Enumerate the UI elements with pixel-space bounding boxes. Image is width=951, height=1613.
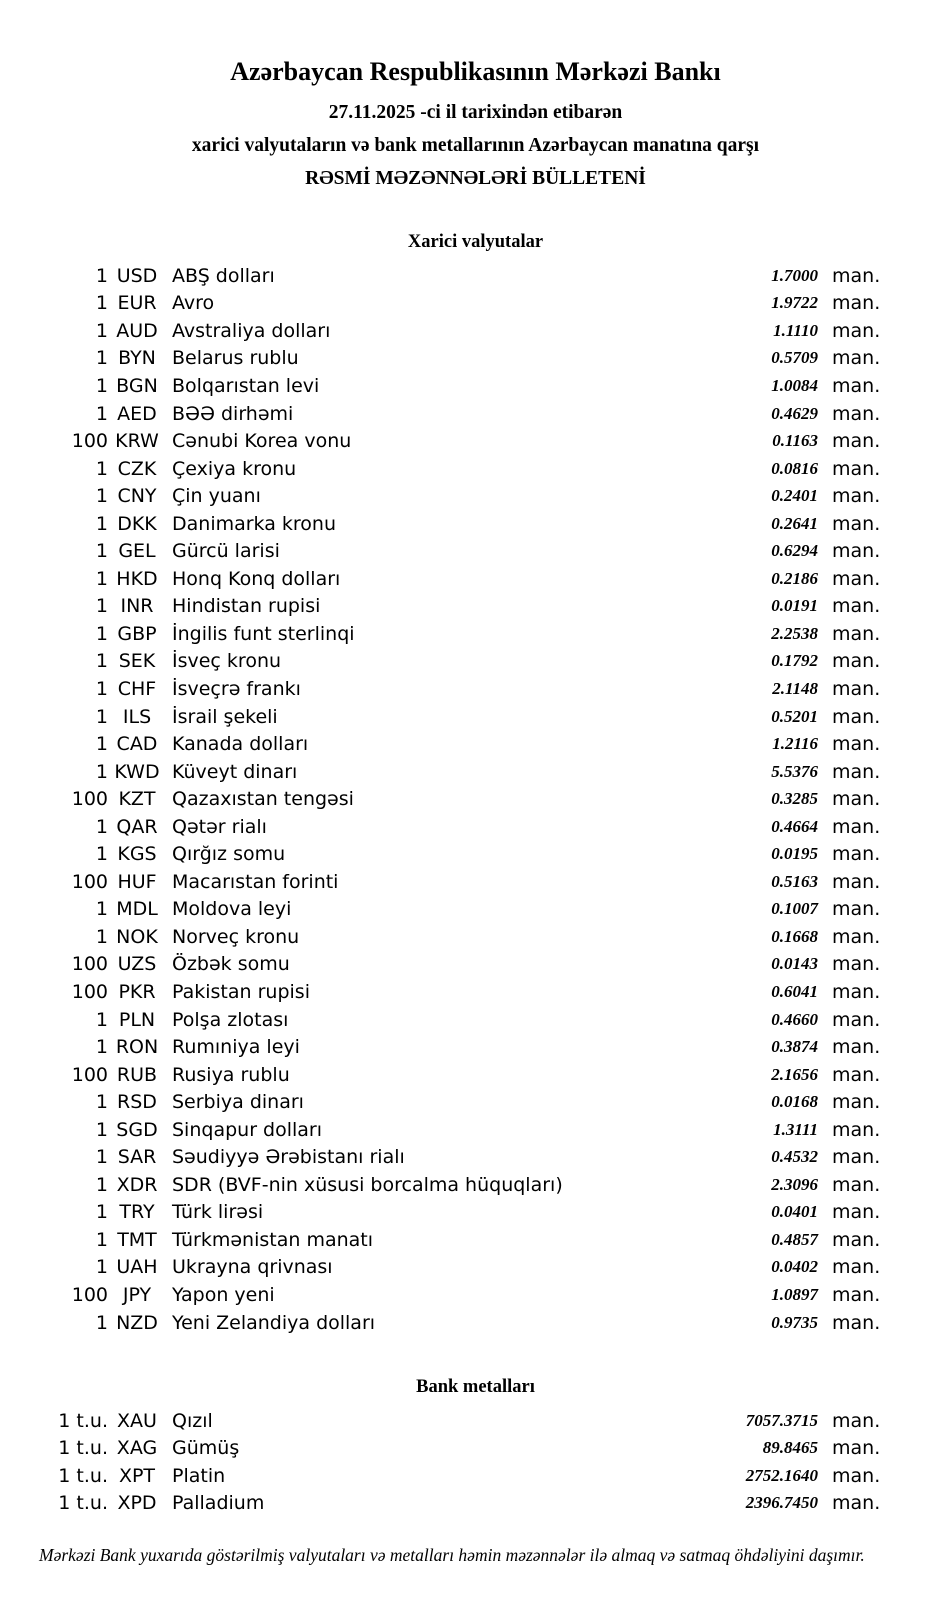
rate-row <box>0 1407 951 1435</box>
row-unit-label: man. <box>832 650 881 673</box>
row-quantity: 1 <box>95 843 108 866</box>
row-currency-name: Norveç kronu <box>172 925 300 948</box>
row-quantity: 1 <box>95 319 108 342</box>
row-quantity: 1 t.u. <box>58 1464 108 1487</box>
row-unit-label: man. <box>832 1464 881 1487</box>
row-currency-code: HUF <box>117 870 157 893</box>
row-quantity: 100 <box>71 1063 108 1086</box>
bulletin-subtitle: xarici valyutaların və bank metallarının Azərbaycan manatına qarşı <box>191 135 760 156</box>
rate-row <box>0 758 951 786</box>
row-currency-code: HKD <box>116 567 158 590</box>
row-currency-name: Danimarka kronu <box>172 512 337 535</box>
row-quantity: 1 <box>95 1146 108 1169</box>
row-currency-code: JPY <box>122 1284 152 1306</box>
row-currency-code: UZS <box>117 953 157 976</box>
rate-row <box>0 896 951 924</box>
row-rate-value: 1.9722 <box>771 293 818 313</box>
row-currency-name: Özbək somu <box>172 953 290 976</box>
row-rate-value: 2.1148 <box>772 678 818 698</box>
row-currency-name: Qırğız somu <box>172 843 286 866</box>
row-currency-code: DKK <box>117 512 157 535</box>
rate-row <box>0 1088 951 1116</box>
row-unit-label: man. <box>832 457 881 480</box>
row-rate-value: 0.6041 <box>771 981 818 1001</box>
row-currency-code: MDL <box>116 898 158 921</box>
row-unit-label: man. <box>832 677 881 700</box>
rate-row <box>0 317 951 345</box>
rate-row <box>0 648 951 676</box>
row-currency-name: Cənubi Korea vonu <box>172 430 352 453</box>
rate-row <box>0 372 951 400</box>
rate-row <box>0 1254 951 1282</box>
row-rate-value: 0.0402 <box>771 1257 818 1277</box>
row-unit-label: man. <box>832 1008 881 1031</box>
row-currency-code: EUR <box>117 292 157 315</box>
row-quantity: 1 t.u. <box>58 1437 108 1460</box>
row-rate-value: 1.3111 <box>773 1119 818 1139</box>
row-rate-value: 0.1163 <box>772 431 818 451</box>
row-unit-label: man. <box>832 980 881 1003</box>
row-quantity: 1 <box>95 733 108 756</box>
row-currency-code: KWD <box>114 760 160 783</box>
row-quantity: 1 <box>95 347 108 370</box>
bank-metals-table <box>0 1407 951 1517</box>
row-rate-value: 0.6294 <box>771 541 818 561</box>
row-quantity: 1 <box>95 595 108 618</box>
bank-title: Azərbaycan Respublikasının Mərkəzi Bankı <box>230 57 721 86</box>
row-rate-value: 0.0195 <box>771 844 818 864</box>
row-currency-code: NZD <box>116 1311 158 1334</box>
row-currency-name: Qətər rialı <box>172 815 267 838</box>
row-rate-value: 0.4532 <box>771 1147 818 1167</box>
row-currency-code: CZK <box>117 457 157 480</box>
rate-row <box>0 1199 951 1227</box>
row-currency-name: Gümüş <box>172 1437 240 1460</box>
row-quantity: 100 <box>71 953 108 976</box>
row-unit-label: man. <box>832 319 881 342</box>
rate-row <box>0 262 951 290</box>
rate-row <box>0 290 951 318</box>
row-currency-code: TRY <box>119 1201 155 1224</box>
row-currency-name: Hindistan rupisi <box>172 595 321 618</box>
row-unit-label: man. <box>832 540 881 563</box>
row-unit-label: man. <box>832 485 881 508</box>
row-currency-name: Rusiya rublu <box>172 1063 290 1086</box>
row-rate-value: 2.1656 <box>771 1064 818 1084</box>
row-currency-name: Belarus rublu <box>172 347 299 370</box>
row-currency-code: AUD <box>116 319 158 342</box>
row-currency-code: CAD <box>116 733 158 756</box>
row-quantity: 1 <box>95 1008 108 1031</box>
row-quantity: 1 t.u. <box>58 1409 108 1432</box>
row-rate-value: 0.3874 <box>771 1037 818 1057</box>
row-quantity: 1 <box>95 1256 108 1279</box>
row-unit-label: man. <box>832 705 881 728</box>
row-rate-value: 0.4857 <box>771 1229 818 1249</box>
row-currency-name: Serbiya dinarı <box>172 1091 304 1114</box>
row-currency-name: Türk lirəsi <box>172 1201 264 1224</box>
row-unit-label: man. <box>832 953 881 976</box>
row-rate-value: 2.3096 <box>771 1174 818 1194</box>
row-unit-label: man. <box>832 925 881 948</box>
row-quantity: 1 <box>95 677 108 700</box>
row-rate-value: 0.5201 <box>771 706 818 726</box>
row-currency-name: Avstraliya dolları <box>172 319 331 342</box>
row-currency-code: AED <box>117 402 157 425</box>
row-rate-value: 2752.1640 <box>745 1465 818 1485</box>
row-quantity: 1 <box>95 1311 108 1334</box>
rate-row <box>0 703 951 731</box>
row-currency-name: Ukrayna qrivnası <box>172 1256 333 1279</box>
row-rate-value: 2396.7450 <box>745 1493 818 1513</box>
row-currency-code: GEL <box>118 540 156 563</box>
row-quantity: 1 <box>95 567 108 590</box>
row-currency-code: RUB <box>116 1063 158 1086</box>
row-rate-value: 0.0401 <box>771 1202 818 1222</box>
row-quantity: 1 <box>95 1036 108 1059</box>
rate-row <box>0 840 951 868</box>
row-rate-value: 0.4629 <box>771 403 818 423</box>
row-quantity: 1 <box>95 650 108 673</box>
rate-row <box>0 620 951 648</box>
row-unit-label: man. <box>832 374 881 397</box>
row-quantity: 1 <box>95 1173 108 1196</box>
row-quantity: 1 <box>95 925 108 948</box>
row-rate-value: 0.1668 <box>771 926 818 946</box>
row-unit-label: man. <box>832 1118 881 1141</box>
row-quantity: 1 <box>95 898 108 921</box>
rate-row <box>0 345 951 373</box>
row-currency-code: RSD <box>117 1091 157 1114</box>
row-quantity: 1 <box>95 1228 108 1251</box>
row-rate-value: 0.9735 <box>771 1312 818 1332</box>
row-currency-code: INR <box>120 595 154 618</box>
row-unit-label: man. <box>832 1036 881 1059</box>
row-unit-label: man. <box>832 347 881 370</box>
row-unit-label: man. <box>832 760 881 783</box>
bulletin-title: RƏSMİ MƏZƏNNƏLƏRİ BÜLLETENİ <box>305 168 646 189</box>
row-currency-name: Kanada dolları <box>172 733 309 756</box>
row-rate-value: 0.0191 <box>771 596 818 616</box>
row-rate-value: 89.8465 <box>762 1438 818 1458</box>
rate-row <box>0 1435 951 1463</box>
row-quantity: 1 <box>95 760 108 783</box>
row-rate-value: 1.0084 <box>771 375 818 395</box>
row-rate-value: 7057.3715 <box>745 1410 818 1430</box>
row-currency-name: İsveçrə frankı <box>172 677 301 700</box>
row-currency-code: XDR <box>116 1173 158 1196</box>
row-unit-label: man. <box>832 1409 881 1432</box>
row-currency-name: Platin <box>172 1464 226 1487</box>
row-currency-name: Gürcü larisi <box>172 540 280 563</box>
row-unit-label: man. <box>832 1146 881 1169</box>
rate-row <box>0 978 951 1006</box>
row-currency-name: Yapon yeni <box>172 1284 275 1306</box>
row-rate-value: 1.0897 <box>771 1285 818 1304</box>
row-currency-code: BGN <box>116 374 158 397</box>
rate-row <box>0 1281 951 1309</box>
row-quantity: 1 <box>95 264 108 287</box>
foreign-currencies-section-title: Xarici valyutalar <box>407 232 544 252</box>
row-unit-label: man. <box>832 843 881 866</box>
row-currency-code: PLN <box>118 1008 156 1031</box>
row-rate-value: 0.0816 <box>771 458 818 478</box>
row-unit-label: man. <box>832 512 881 535</box>
rate-row <box>0 565 951 593</box>
rate-row <box>0 593 951 621</box>
rate-row <box>0 923 951 951</box>
row-currency-code: CHF <box>117 677 157 700</box>
row-unit-label: man. <box>832 402 881 425</box>
rate-row <box>0 1226 951 1254</box>
row-currency-code: KRW <box>115 430 159 453</box>
row-quantity: 1 <box>95 292 108 315</box>
effective-date-line: 27.11.2025 -ci il tarixindən etibarən <box>328 102 623 123</box>
row-currency-name: Qazaxıstan tengəsi <box>172 788 354 811</box>
row-quantity: 1 <box>95 1201 108 1224</box>
rate-row <box>0 1309 951 1337</box>
rate-row <box>0 537 951 565</box>
row-rate-value: 0.2186 <box>771 568 818 588</box>
row-currency-name: Macarıstan forinti <box>172 870 339 893</box>
row-unit-label: man. <box>832 733 881 756</box>
row-unit-label: man. <box>832 1063 881 1086</box>
row-unit-label: man. <box>832 1437 881 1460</box>
row-currency-code: TMT <box>117 1228 157 1251</box>
row-rate-value: 0.5163 <box>771 871 818 891</box>
row-rate-value: 0.3285 <box>771 789 818 809</box>
row-quantity: 100 <box>71 1284 108 1306</box>
bank-obligation-note: Mərkəzi Bank yuxarıda göstərilmiş valyutaları və metalları həmin məzənnələr ilə almaq və satmaq öhdəliyini daşımır. <box>39 1545 865 1565</box>
row-unit-label: man. <box>832 1284 881 1306</box>
row-unit-label: man. <box>832 870 881 893</box>
row-unit-label: man. <box>832 595 881 618</box>
row-currency-name: İngilis funt sterlinqi <box>172 622 355 645</box>
bank-metals-section-title: Bank metalları <box>416 1377 535 1397</box>
row-unit-label: man. <box>832 1311 881 1334</box>
row-unit-label: man. <box>832 622 881 645</box>
row-quantity: 1 <box>95 540 108 563</box>
row-currency-code: BYN <box>118 347 156 370</box>
row-currency-code: NOK <box>116 925 158 948</box>
row-currency-code: XPT <box>118 1464 156 1487</box>
row-unit-label: man. <box>832 1228 881 1251</box>
row-unit-label: man. <box>832 292 881 315</box>
row-unit-label: man. <box>832 1091 881 1114</box>
row-rate-value: 0.5709 <box>771 348 818 368</box>
row-currency-code: XAU <box>117 1409 157 1432</box>
row-currency-name: Çexiya kronu <box>172 457 297 480</box>
row-unit-label: man. <box>832 1256 881 1279</box>
row-currency-code: KZT <box>118 788 156 811</box>
rate-row <box>0 951 951 979</box>
row-currency-name: Honq Konq dolları <box>172 567 341 590</box>
row-rate-value: 1.2116 <box>772 734 818 754</box>
row-currency-name: İsveç kronu <box>172 650 282 673</box>
row-currency-name: SDR (BVF-nin xüsusi borcalma hüquqları) <box>172 1173 563 1196</box>
row-quantity: 1 <box>95 1118 108 1141</box>
row-currency-name: Pakistan rupisi <box>172 980 310 1003</box>
row-quantity: 100 <box>71 980 108 1003</box>
row-quantity: 1 <box>95 374 108 397</box>
row-currency-name: Çin yuanı <box>172 485 261 508</box>
row-unit-label: man. <box>832 1492 881 1515</box>
row-currency-name: Avro <box>172 292 215 315</box>
row-unit-label: man. <box>832 898 881 921</box>
row-quantity: 1 <box>95 512 108 535</box>
row-rate-value: 0.1007 <box>771 899 818 919</box>
rate-row <box>0 510 951 538</box>
row-currency-name: Bolqarıstan levi <box>172 374 320 397</box>
row-currency-name: Polşa zlotası <box>172 1008 289 1031</box>
row-quantity: 1 <box>95 1091 108 1114</box>
rate-row <box>0 1116 951 1144</box>
row-currency-code: RON <box>115 1036 159 1059</box>
row-currency-name: İsrail şekeli <box>172 705 278 728</box>
row-currency-name: Səudiyyə Ərəbistanı rialı <box>172 1146 405 1169</box>
row-currency-name: Küveyt dinarı <box>172 760 298 783</box>
row-quantity: 100 <box>71 430 108 453</box>
row-rate-value: 1.1110 <box>773 320 818 340</box>
row-unit-label: man. <box>832 567 881 590</box>
rate-row <box>0 1490 951 1518</box>
row-currency-name: ABŞ dolları <box>172 264 275 287</box>
row-quantity: 1 t.u. <box>58 1492 108 1515</box>
row-currency-name: Palladium <box>172 1492 265 1515</box>
row-unit-label: man. <box>832 430 881 453</box>
row-currency-name: Moldova leyi <box>172 898 292 921</box>
row-rate-value: 0.0143 <box>771 954 818 974</box>
row-quantity: 1 <box>95 622 108 645</box>
row-quantity: 1 <box>95 815 108 838</box>
rate-row <box>0 785 951 813</box>
row-quantity: 1 <box>95 485 108 508</box>
row-currency-code: SAR <box>117 1146 157 1169</box>
row-currency-code: KGS <box>117 843 157 866</box>
row-quantity: 100 <box>71 870 108 893</box>
row-currency-code: SEK <box>118 650 156 673</box>
rate-row <box>0 1144 951 1172</box>
row-currency-name: BƏƏ dirhəmi <box>172 402 294 425</box>
row-currency-code: ILS <box>122 705 152 728</box>
row-unit-label: man. <box>832 264 881 287</box>
row-currency-name: Türkmənistan manatı <box>172 1228 374 1251</box>
row-quantity: 1 <box>95 705 108 728</box>
row-currency-code: CNY <box>117 485 157 508</box>
rate-row <box>0 1462 951 1490</box>
row-currency-name: Yeni Zelandiya dolları <box>172 1311 376 1334</box>
foreign-currencies-table <box>0 262 951 1336</box>
rate-row <box>0 675 951 703</box>
row-rate-value: 0.2401 <box>771 486 818 506</box>
rate-row <box>0 482 951 510</box>
rate-row <box>0 1171 951 1199</box>
row-rate-value: 2.2538 <box>771 623 818 643</box>
row-currency-code: QAR <box>116 815 158 838</box>
row-currency-name: Sinqapur dolları <box>172 1118 323 1141</box>
row-currency-code: GBP <box>117 622 157 645</box>
row-rate-value: 0.0168 <box>771 1092 818 1112</box>
row-rate-value: 5.5376 <box>771 761 818 781</box>
row-rate-value: 0.4660 <box>771 1009 818 1029</box>
row-unit-label: man. <box>832 815 881 838</box>
row-quantity: 100 <box>71 788 108 811</box>
rate-row <box>0 455 951 483</box>
row-quantity: 1 <box>95 402 108 425</box>
row-rate-value: 0.4664 <box>771 816 818 836</box>
row-currency-code: UAH <box>116 1256 158 1279</box>
row-unit-label: man. <box>832 788 881 811</box>
row-currency-name: Rumıniya leyi <box>172 1036 300 1059</box>
rate-row <box>0 1006 951 1034</box>
row-rate-value: 0.2641 <box>771 513 818 533</box>
rate-row <box>0 868 951 896</box>
rate-row <box>0 813 951 841</box>
row-rate-value: 1.7000 <box>771 265 818 285</box>
rate-row <box>0 400 951 428</box>
rate-row <box>0 1061 951 1089</box>
row-currency-code: USD <box>116 264 158 287</box>
row-currency-name: Qızıl <box>172 1409 213 1432</box>
rate-row <box>0 427 951 455</box>
row-currency-code: PKR <box>118 980 156 1003</box>
row-rate-value: 0.1792 <box>771 651 818 671</box>
row-currency-code: SGD <box>116 1118 158 1141</box>
row-currency-code: XPD <box>117 1492 157 1515</box>
row-unit-label: man. <box>832 1201 881 1224</box>
row-currency-code: XAG <box>116 1437 158 1460</box>
row-quantity: 1 <box>95 457 108 480</box>
row-unit-label: man. <box>832 1173 881 1196</box>
rate-row <box>0 1033 951 1061</box>
rate-row <box>0 730 951 758</box>
